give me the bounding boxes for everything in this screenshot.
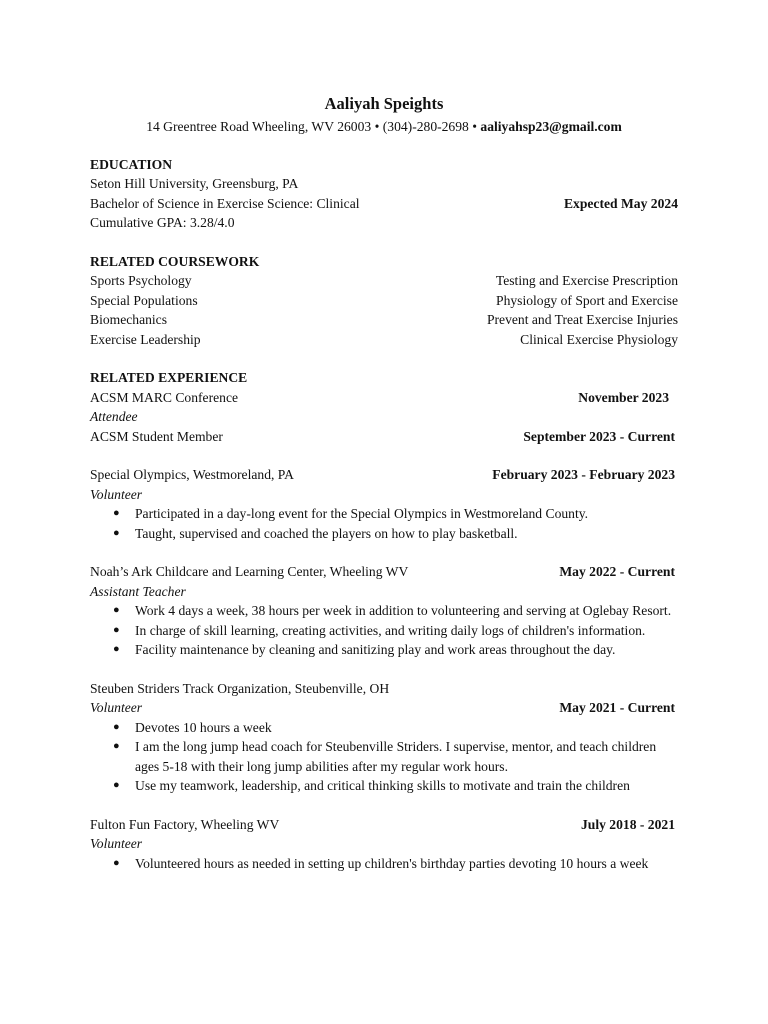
bullet-item [90,737,678,776]
course-left: Biomechanics [90,312,168,328]
bullet-text: Participated in a day-long event for the Special Olympics in Westmoreland County. [135,506,589,522]
education-heading: EDUCATION [90,157,173,172]
contact-line [0,117,768,136]
experience-date: July 2018 - 2021 [580,816,675,832]
bullet-list [90,504,678,543]
education-date: Expected May 2024 [563,195,678,211]
bullet-list [90,601,678,659]
experience-title: Fulton Fun Factory, Wheeling WV [90,816,280,832]
education-gpa: Cumulative GPA: 3.28/4.0 [90,215,235,231]
spacer [90,795,678,814]
bullet-item [90,524,678,543]
experience-role: Volunteer [90,836,143,852]
bullet-item [90,718,678,737]
bullet-item [90,854,678,873]
course-right: Clinical Exercise Physiology [520,331,678,347]
experience-role: Assistant Teacher [90,583,186,599]
bullet-text: Volunteered hours as needed in setting up children's birthday parties devoting 10 hours a week [135,855,649,871]
experience-title: Noah’s Ark Childcare and Learning Center, Wheeling WV [90,564,409,580]
bullet-icon: ● [113,740,120,753]
separator: • [468,119,481,134]
spacer [90,543,678,562]
course-right: Prevent and Treat Exercise Injuries [486,312,678,328]
bullet-list [90,854,678,873]
separator: • [371,119,383,134]
bullet-icon: ● [113,778,120,791]
education-degree-row [90,194,678,213]
address: 14 Greentree Road Wheeling, WV 26003 [146,119,372,134]
bullet-text: Work 4 days a week, 38 hours per week in addition to volunteering and serving at Oglebay Resort. [135,603,672,619]
experience-role: Volunteer [90,700,143,716]
experience-acsm-member-row [90,427,678,446]
spacer [90,660,678,679]
spacer [90,349,678,368]
bullet-text: I am the long jump head coach for Steubenville Striders. I supervise, mentor, and teach children ages 5-18 with their long jump abilities after my regular work hours. [135,739,657,774]
coursework-row [90,310,678,329]
bullet-text: Taught, supervised and coached the players on how to play basketball. [135,525,518,541]
coursework-row [90,271,678,290]
experience-date: May 2021 - Current [559,700,675,716]
bullet-item [90,601,678,620]
bullet-text: Use my teamwork, leadership, and critical thinking skills to motivate and train the children [135,777,630,793]
bullet-item [90,640,678,659]
experience-acsm-marc-row [90,388,678,407]
experience-title: ACSM MARC Conference [90,389,239,405]
experience-special-olympics-row [90,465,678,484]
coursework-heading: RELATED COURSEWORK [90,254,260,270]
course-left: Sports Psychology [90,273,192,289]
course-right: Testing and Exercise Prescription [495,273,678,289]
bullet-icon: ● [113,604,120,617]
coursework-list [90,271,678,349]
candidate-name: Aaliyah Speights [324,94,444,113]
course-left: Exercise Leadership [90,331,201,347]
experience-date: February 2023 - February 2023 [492,467,675,483]
experience-role: Volunteer [90,486,143,502]
bullet-icon: ● [113,643,120,656]
experience-date: May 2022 - Current [559,564,675,580]
experience-noahs-ark-row [90,562,678,581]
bullet-text: Devotes 10 hours a week [135,719,272,735]
phone: (304)-280-2698 [382,119,469,134]
course-left: Special Populations [90,292,198,308]
experience-date: September 2023 - Current [523,428,675,444]
bullet-icon: ● [113,526,120,539]
experience-role: Attendee [90,409,138,425]
bullet-text: In charge of skill learning, creating activities, and writing daily logs of children's information. [135,622,646,638]
email: aaliyahsp23@gmail.com [480,119,622,134]
bullet-icon: ● [113,623,120,636]
experience-date: November 2023 [578,389,669,405]
resume-content [90,155,678,873]
experience-steuben-title: Steuben Striders Track Organization, Steubenville, OH [90,680,390,696]
experience-fulton-row [90,815,678,834]
bullet-icon: ● [113,720,120,733]
bullet-icon: ● [113,856,120,869]
coursework-row [90,330,678,349]
spacer [90,446,678,465]
bullet-item [90,621,678,640]
bullet-item [90,504,678,523]
experience-title: Special Olympics, Westmoreland, PA [90,467,294,483]
bullet-icon: ● [113,507,120,520]
experience-title: ACSM Student Member [90,428,223,444]
spacer [90,233,678,252]
experience-heading: RELATED EXPERIENCE [90,370,248,386]
bullet-text: Facility maintenance by cleaning and sanitizing play and work areas throughout the day. [135,642,616,658]
course-right: Physiology of Sport and Exercise [496,292,678,308]
bullet-item [90,776,678,795]
education-school: Seton Hill University, Greensburg, PA [90,176,299,192]
experience-steuben-role-row [90,698,678,717]
bullet-list [90,718,678,796]
education-degree: Bachelor of Science in Exercise Science: Clinical [90,195,360,211]
coursework-row [90,291,678,310]
